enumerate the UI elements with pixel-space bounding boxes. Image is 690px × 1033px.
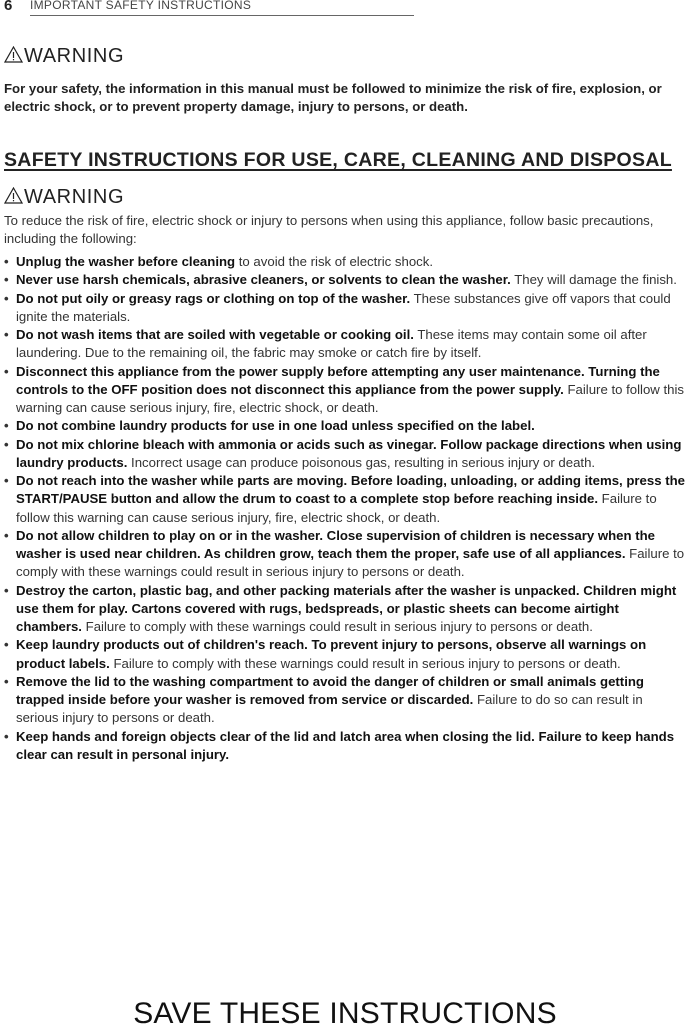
warning-triangle-icon: [4, 46, 23, 63]
bullet-text: Failure to do so can result in serious injury to persons or death.: [16, 692, 643, 726]
bullet-text: Failure to comply with these warnings could result in serious injury to persons or death.: [81, 619, 593, 634]
bullet-text: These items may contain some oil after laundering. Due to the remaining oil, the fabric may smoke or catch fire by itself.: [16, 327, 647, 361]
section-title: SAFETY INSTRUCTIONS FOR USE, CARE, CLEANING AND DISPOSAL: [4, 149, 672, 171]
precautions-intro: To reduce the risk of fire, electric shock or injury to persons when using this appliance, follow basic precautions, including the following:: [4, 213, 654, 247]
bullet-bold: Do not combine laundry products for use in one load unless specified on the label.: [16, 418, 535, 434]
bullet-item: • Do not combine laundry products for use in one load unless specified on the label.: [4, 418, 535, 434]
warning-triangle-icon: [4, 187, 23, 204]
bullet-text: Incorrect usage can produce poisonous gas, resulting in serious injury or death.: [127, 454, 596, 470]
bullet-item: • Keep laundry products out of children's reach. To prevent injury to persons, observe all warnings on product labels. Failure to comply with these warnings could result in serious injury to persons or death.: [4, 637, 647, 671]
bullet-bold: Do not allow children to play on or in the washer. Close supervision of children is necessary when the washer is used near children. As children grow, teach them the proper, safe use of all appliances.: [16, 527, 656, 561]
bullet-text: Failure to comply with these warnings could result in serious injury to persons or death.: [109, 655, 621, 671]
bullet-bold: Destroy the carton, plastic bag, and other packing materials after the washer is unpacked. Children might use them for play. Cartons covered with rugs, bedspreads, or plastic sheets can become airtight chambers.: [16, 582, 677, 634]
bullet-item: • Do not reach into the washer while parts are moving. Before loading, unloading, or adding items, press the START/PAUSE button and allow the drum to coast to a complete stop before reaching inside. Failure to follow this warning can cause serious injury, fire, electric shock, or death.: [4, 473, 686, 525]
bullet-text: Failure to comply with these warnings could result in serious injury to persons or death.: [16, 546, 685, 580]
bullet-text: They will damage the finish.: [510, 272, 677, 288]
bullet-item: • Do not wash items that are soiled with vegetable or cooking oil. These items may contain some oil after laundering. Due to the remaining oil, the fabric may smoke or catch fire by itself.: [4, 327, 647, 361]
bullet-item: • Disconnect this appliance from the power supply before attempting any user maintenance. Turning the controls to the OFF position does not disconnect this appliance from the power supply. Failure to follow this warning can cause serious injury, fire, electric shock, or death.: [4, 363, 685, 415]
warning-heading-2-text: WARNING: [24, 186, 125, 208]
warning-heading: [4, 45, 124, 68]
bullet-bold: Remove the lid to the washing compartment to avoid the danger of children or small animals getting trapped inside before your washer is removed from service or discarded.: [16, 673, 644, 707]
bullet-bold: Unplug the washer before cleaning: [16, 254, 236, 269]
bullet-item: • Never use harsh chemicals, abrasive cleaners, or solvents to clean the washer. They will damage the finish.: [4, 272, 677, 288]
bullet-item: • Remove the lid to the washing compartment to avoid the danger of children or small animals getting trapped inside before your washer is removed from service or discarded. Failure to do so can result in serious injury to persons or death.: [4, 673, 644, 726]
bullet-bold: Keep hands and foreign objects clear of the lid and latch area when closing the lid. Failure to keep hands clear can result in personal injury.: [16, 728, 675, 762]
bullet-item: • Destroy the carton, plastic bag, and other packing materials after the washer is unpacked. Children might use them for play. Cartons covered with rugs, bedspreads, or plastic sheets can become airtight chambers. Failure to comply with these warnings could result in serious injury to persons or death.: [4, 582, 677, 634]
bullet-text: Failure to follow this warning can cause serious injury, fire, electric shock, or death.: [16, 491, 657, 525]
bullet-item: • Do not mix chlorine bleach with ammonia or acids such as vinegar. Follow package directions when using laundry products. Incorrect usage can produce poisonous gas, resulting in serious injury or death.: [4, 436, 682, 470]
save-instructions-footer: SAVE THESE INSTRUCTIONS: [133, 997, 557, 1030]
bullet-bold: Disconnect this appliance from the power supply before attempting any user maintenance. Turning the controls to the OFF position does not disconnect this appliance from the power supply.: [16, 363, 660, 397]
header-rule: [30, 15, 414, 16]
bullet-item: • Do not allow children to play on or in the washer. Close supervision of children is necessary when the washer is used near children. As children grow, teach them the proper, safe use of all appliances. Failure to comply with these warnings could result in serious injury to persons or death.: [4, 527, 685, 580]
running-header: IMPORTANT SAFETY INSTRUCTIONS: [30, 0, 252, 12]
warning-heading-text: WARNING: [24, 45, 125, 67]
bullet-text: to avoid the risk of electric shock.: [235, 254, 434, 269]
bullet-bold: Do not mix chlorine bleach with ammonia or acids such as vinegar. Follow package directions when using laundry products.: [16, 436, 682, 470]
bullet-bold: Never use harsh chemicals, abrasive cleaners, or solvents to clean the washer.: [16, 272, 511, 288]
bullet-bold: Keep laundry products out of children's reach. To prevent injury to persons, observe all warnings on product labels.: [16, 637, 647, 671]
bullet-item: • Keep hands and foreign objects clear of the lid and latch area when closing the lid. Failure to keep hands clear can result in personal injury.: [4, 728, 675, 762]
bullet-item: • Unplug the washer before cleaning to avoid the risk of electric shock.: [4, 254, 434, 269]
warning-intro-text: For your safety, the information in this manual must be followed to minimize the risk of fire, explosion, or electric shock, or to prevent property damage, injury to persons, or death.: [4, 81, 662, 114]
safety-bullet-list: [4, 253, 686, 764]
bullet-text: These substances give off vapors that could ignite the materials.: [16, 290, 671, 324]
bullet-bold: Do not reach into the washer while parts are moving. Before loading, unloading, or adding items, press the START/PAUSE button and allow the drum to coast to a complete stop before reaching inside.: [16, 473, 686, 507]
warning-heading-2: [4, 186, 124, 209]
page-number: 6: [4, 0, 13, 14]
bullet-item: • Do not put oily or greasy rags or clothing on top of the washer. These substances give off vapors that could ignite the materials.: [4, 290, 671, 324]
bullet-text: Failure to follow this warning can cause serious injury, fire, electric shock, or death.: [16, 381, 685, 415]
bullet-bold: Do not wash items that are soiled with vegetable or cooking oil.: [16, 327, 414, 342]
bullet-bold: Do not put oily or greasy rags or clothing on top of the washer.: [16, 290, 411, 306]
